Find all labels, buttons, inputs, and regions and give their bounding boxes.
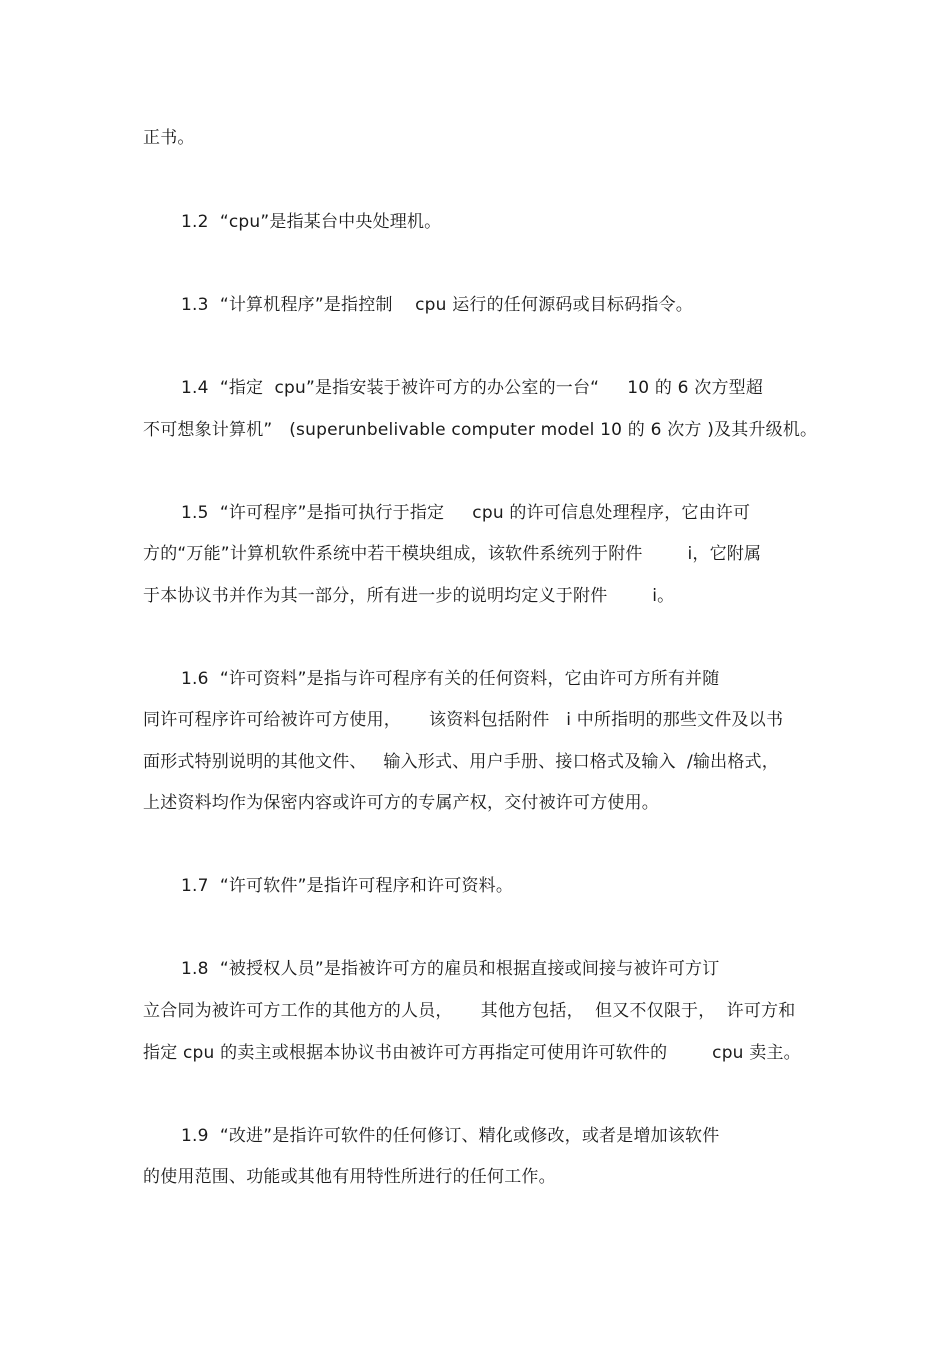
section-1-4-line-1: 1.4 “指定 cpu”是指安装于被许可方的办公室的一台“ 10 的 6 次方型超 (181, 378, 764, 398)
section-1-6-line-4: 上述资料均作为保密内容或许可方的专属产权，交付被许可方使用。 (143, 793, 659, 813)
section-1-6-line-2: 同许可程序许可给被许可方使用， 该资料包括附件 i 中所指明的那些文件及以书 (143, 710, 784, 730)
section-1-5-line-1: 1.5 “许可程序”是指可执行于指定 cpu 的许可信息处理程序，它由许可 (181, 503, 751, 523)
section-1-9-line-1: 1.9 “改进”是指许可软件的任何修订、精化或修改，或者是增加该软件 (181, 1126, 720, 1146)
intro-line: 正书。 (143, 128, 195, 148)
section-1-5-line-3: 于本协议书并作为其一部分，所有进一步的说明均定义于附件 i。 (143, 586, 675, 606)
section-1-2-line-1: 1.2 “cpu”是指某台中央处理机。 (181, 212, 442, 232)
section-1-6-line-3: 面形式特别说明的其他文件、 输入形式、用户手册、接口格式及输入 /输出格式， (143, 752, 779, 772)
section-1-5-line-2: 方的“万能”计算机软件系统中若干模块组成，该软件系统列于附件 i，它附属 (143, 544, 762, 564)
section-1-9-line-2: 的使用范围、功能或其他有用特性所进行的任何工作。 (143, 1167, 556, 1187)
section-1-3-line-1: 1.3 “计算机程序”是指控制 cpu 运行的任何源码或目标码指令。 (181, 295, 693, 315)
section-1-8-line-2: 立合同为被许可方工作的其他方的人员， 其他方包括， 但又不仅限于， 许可方和 (143, 1001, 796, 1021)
section-1-8-line-1: 1.8 “被授权人员”是指被许可方的雇员和根据直接或间接与被许可方订 (181, 959, 720, 979)
section-1-6-line-1: 1.6 “许可资料”是指与许可程序有关的任何资料，它由许可方所有并随 (181, 669, 720, 689)
section-1-4-line-2: 不可想象计算机” (superunbelivable computer model 10 的 6 次方 )及其升级机。 (143, 420, 818, 440)
section-1-7-line-1: 1.7 “许可软件”是指许可程序和许可资料。 (181, 876, 514, 896)
section-1-8-line-3: 指定 cpu 的卖主或根据本协议书由被许可方再指定可使用许可软件的 cpu 卖主。 (143, 1043, 801, 1063)
